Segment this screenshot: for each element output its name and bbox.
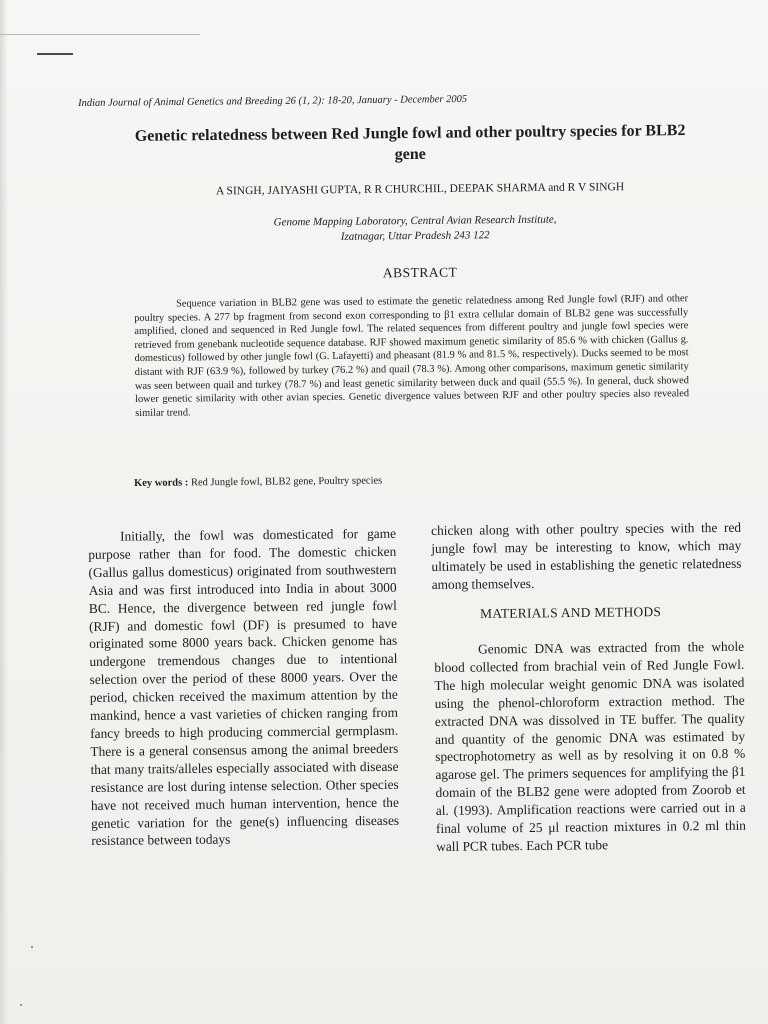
article-title: Genetic relatedness between Red Jungle fowl and other poultry species for BLB2 gene [134, 122, 686, 164]
intro-continued-paragraph: chicken along with other poultry species with the red jungle fowl may be interesting to know, which may ultimately be used in establishing the genetic relatedness among themselves. [431, 519, 742, 592]
affiliation-line-2: Izatnagar, Uttar Pradesh 243 122 [340, 229, 490, 243]
methods-heading: MATERIALS AND METHODS [480, 604, 662, 621]
intro-paragraph: Initially, the fowl was domesticated for game purpose rather than for food. The domestic chicken (Gallus gallus domesticus) originated from southwestern Asia and was first introduced into India in about 3000 BC. Hence, the divergence between red jungle fowl (RJF) and domestic fowl (DF) is presumed to have originated some 8000 years back. Chicken genome has undergone tremendous changes due to intentional selection over the period of these 8000 years. Over the period, chicken received the maximum attention by the mankind, hence a vast varieties of chicken ranging from fancy breeds to high producing commercial germplasm. There is a general consensus among the animal breeders that many traits/alleles especially associated with disease resistance are lost during intense selection. Other species have not received much human intervention, hence the genetic variation for the gene(s) influencing diseases resistance between todays [88, 525, 400, 849]
abstract-text: Sequence variation in BLB2 gene was used to estimate the genetic relatedness among Red Jungle fowl (RJF) and other poultry species. A 277 bp fragment from second exon corresponding to β1 extra cellular domain of BLB2 gene was successfully amplified, cloned and sequenced in Red Jungle fowl. The related sequences from different poultry and jungle fowl species were retrieved from genebank nucleotide sequence database. RJF showed maximum genetic similarity of 85.6 % with chicken (Gallus g. domesticus) followed by other jungle fowl (G. Lafayetti) and pheasant (81.9 % and 81.5 %, respectively). Ducks seemed to be most distant with RJF (63.9 %), followed by turkey (76.2 %) and quail (78.3 %). Among other comparisons, maximum genetic similarity was seen between quail and turkey (78.7 %) and least genetic similarity between duck and quail (55.5 %). In general, duck showed lower genetic similarity with other avian species. Genetic divergence values between RJF and other poultry species also revealed similar trend. [134, 293, 690, 419]
methods-paragraph: Genomic DNA was extracted from the whole blood collected from brachial vein of Red Jungle Fowl. The high molecular weight genomic DNA was isolated using the phenol-chloroform extraction method. The extracted DNA was dissolved in TE buffer. The quality and quantity of the genomic DNA was estimated by spectrophotometry as well as by resolving it on 0.8 % agarose gel. The primers sequences for amplifying the β1 domain of the BLB2 gene were adopted from Zoorob et al. (1993). Amplification reactions were carried out in a final volume of 25 μl reaction mixtures in 0.2 ml thin wall PCR tubes. Each PCR tube [434, 638, 747, 854]
scan-speck [20, 1004, 22, 1006]
top-edge-line [0, 34, 200, 35]
author-list: A SINGH, JAIYASHI GUPTA, R R CHURCHIL, DEEPAK SHARMA and R V SINGH [215, 181, 625, 198]
keywords-label: Key words : [134, 477, 189, 489]
abstract-heading: ABSTRACT [382, 264, 458, 281]
journal-citation: Indian Journal of Animal Genetics and Breeding 26 (1, 2): 18-20, January - December 2005 [78, 93, 468, 109]
pen-dash-mark [37, 53, 73, 55]
keywords-line [134, 473, 634, 489]
keywords-value: Red Jungle fowl, BLB2 gene, Poultry species [190, 475, 383, 489]
scan-speck [31, 946, 33, 948]
page-binding-shadow [0, 0, 8, 1024]
affiliation-line-1: Genome Mapping Laboratory, Central Avian Research Institute, [273, 213, 557, 229]
affiliation [225, 212, 605, 246]
